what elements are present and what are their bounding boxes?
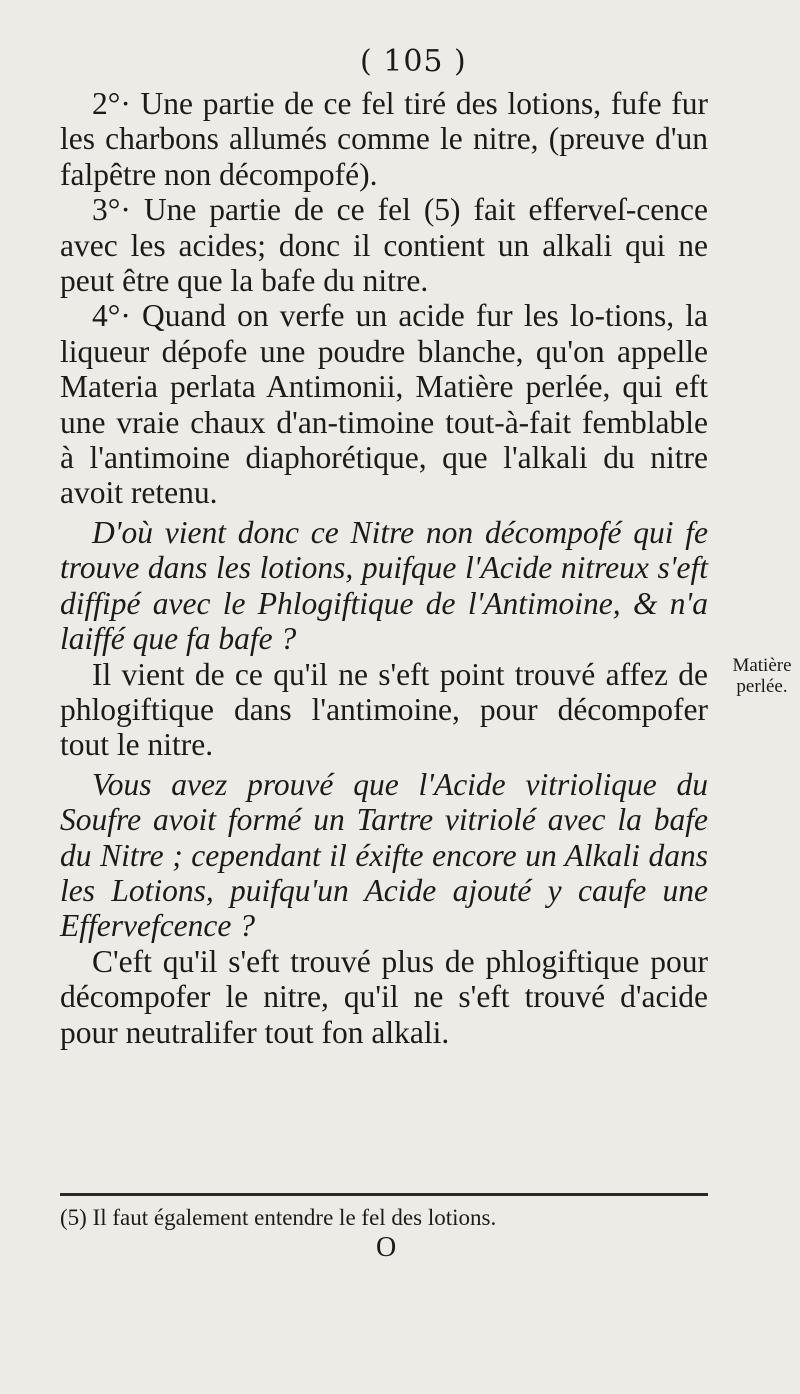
paragraph-3: 3°· Une partie de ce fel (5) fait efferveſ-cence avec les acides; donc il contient un alkali qui ne peut être que la bafe du nitre. — [60, 192, 708, 299]
main-text — [60, 86, 708, 1050]
question-2: Vous avez prouvé que l'Acide vitriolique du Soufre avoit formé un Tartre vitriolé avec la bafe du Nitre ; cependant il éxifte encore un Alkali dans les Lotions, puifqu'un Acide ajouté y caufe une Effervefcence ? — [60, 766, 708, 944]
footnote: (5) Il faut également entendre le fel des lotions. — [60, 1205, 497, 1230]
footnote-divider — [60, 1193, 708, 1196]
answer-2: C'eft qu'il s'eft trouvé plus de phlogiftique pour décompofer le nitre, qu'il ne s'eft trouvé d'acide pour neutralifer tout fon alkali. — [60, 943, 708, 1050]
answer-1: Il vient de ce qu'il ne s'eft point trouvé affez de phlogiftique dans l'antimoine, pour décompofer tout le nitre. — [60, 656, 708, 763]
question-1: D'où vient donc ce Nitre non décompofé qui fe trouve dans les lotions, puifque l'Acide nitreux s'eft diffipé avec le Phlogiftique de l'Antimoine, & n'a laiffé que fa bafe ? — [60, 514, 708, 657]
paragraph-4: 4°· Quand on verfe un acide fur les lo-tions, la liqueur dépofe une poudre blanche, qu'on appelle Materia perlata Antimonii, Matière perlée, qui eft une vraie chaux d'an-timoine tout-à-fait femblable à l'antimoine diaphorétique, que l'alkali du nitre avoit retenu. — [60, 298, 708, 511]
page-number: ( 105 ) — [360, 44, 467, 79]
signature-mark: O — [376, 1232, 397, 1263]
paragraph-2: 2°· Une partie de ce fel tiré des lotions, fufe fur les charbons allumés comme le nitre, (preuve d'un falpêtre non décompofé). — [60, 86, 708, 192]
margin-note: Matière perlée. — [732, 655, 792, 697]
